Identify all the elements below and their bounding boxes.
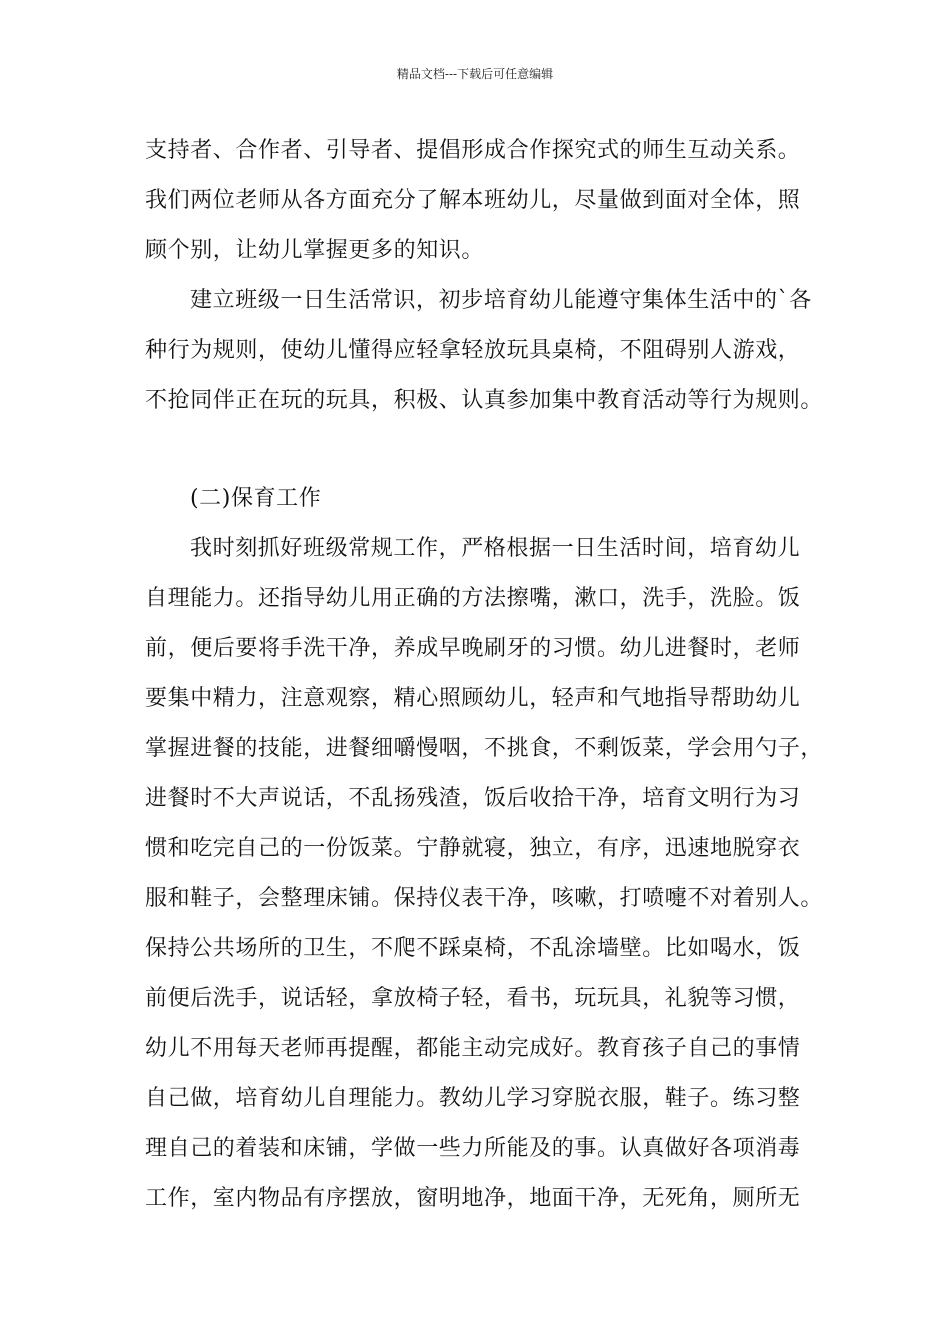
paragraph-line: 保持公共场所的卫生，不爬不踩桌椅，不乱涂墙壁。比如喝水，饭 <box>145 936 801 961</box>
paragraph-line: 建立班级一日生活常识，初步培育幼儿能遵守集体生活中的`各 <box>190 288 812 313</box>
section-heading: (二)保育工作 <box>190 486 322 511</box>
paragraph-line: 服和鞋子，会整理床铺。保持仪表干净，咳嗽，打喷嚏不对着别人。 <box>145 886 824 911</box>
paragraph-line: 工作，室内物品有序摆放，窗明地净，地面干净，无死角，厕所无 <box>145 1186 801 1211</box>
paragraph-line: 支持者、合作者、引导者、提倡形成合作探究式的师生互动关系。 <box>145 138 801 163</box>
paragraph-line: 理自己的着装和床铺，学做一些力所能及的事。认真做好各项消毒 <box>145 1136 801 1161</box>
paragraph-line: 掌握进餐的技能，进餐细嚼慢咽，不挑食，不剩饭菜，学会用勺子， <box>145 736 824 761</box>
paragraph-line: 幼儿不用每天老师再提醒，都能主动完成好。教育孩子自己的事情 <box>145 1036 801 1061</box>
page-header: 精品文档---下载后可任意编辑 <box>396 67 554 81</box>
paragraph-line: 进餐时不大声说话，不乱扬残渣，饭后收拾干净，培育文明行为习 <box>145 786 801 811</box>
paragraph-line: 种行为规则，使幼儿懂得应轻拿轻放玩具桌椅，不阻碍别人游戏， <box>145 338 801 363</box>
paragraph-line: 要集中精力，注意观察，精心照顾幼儿，轻声和气地指导帮助幼儿 <box>145 686 801 711</box>
paragraph-line: 惯和吃完自己的一份饭菜。宁静就寝，独立，有序，迅速地脱穿衣 <box>145 836 801 861</box>
paragraph-line: 自理能力。还指导幼儿用正确的方法擦嘴，漱口，洗手，洗脸。饭 <box>145 586 801 611</box>
paragraph-line: 我们两位老师从各方面充分了解本班幼儿，尽量做到面对全体，照 <box>145 188 801 213</box>
paragraph-line: 顾个别，让幼儿掌握更多的知识。 <box>145 238 485 263</box>
paragraph-line: 不抢同伴正在玩的玩具，积极、认真参加集中教育活动等行为规则。 <box>145 388 824 413</box>
paragraph-line: 自己做，培育幼儿自理能力。教幼儿学习穿脱衣服，鞋子。练习整 <box>145 1086 801 1111</box>
paragraph-line: 前便后洗手，说话轻，拿放椅子轻，看书，玩玩具，礼貌等习惯， <box>145 986 801 1011</box>
paragraph-line: 前，便后要将手洗干净，养成早晚刷牙的习惯。幼儿进餐时，老师 <box>145 636 801 661</box>
paragraph-line: 我时刻抓好班级常规工作，严格根据一日生活时间，培育幼儿 <box>190 536 801 561</box>
